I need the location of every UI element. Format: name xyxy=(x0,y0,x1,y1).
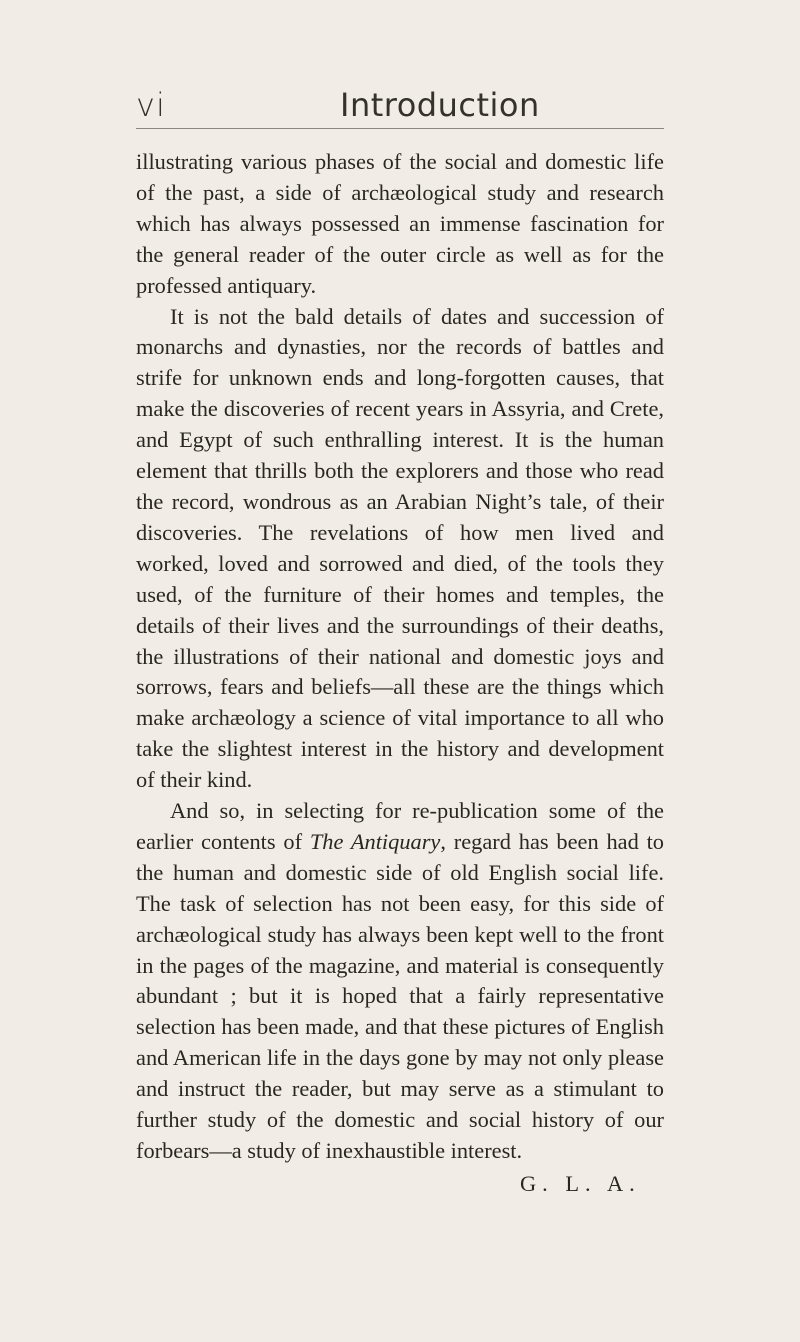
paragraph-3-rest: , regard has been had to the human and domestic side of old English social life. The task of selection has not been easy, for this side of archæological study has always been kept well to the front in the pages of the magazine, and material is consequently abundant ; but it is hoped that a fairly representative selection has been made, and that these pictures of English and American life in the days gone by may not only please and instruct the reader, but may serve as a stimulant to further study of the domestic and social history of our forbears—a study of inexhaustible interest. xyxy=(136,828,664,1163)
body-text xyxy=(136,147,664,1167)
page-header xyxy=(136,86,664,130)
page-number: vi xyxy=(136,86,166,124)
author-initials: G. L. A. xyxy=(520,1171,641,1196)
paragraph-3-start: And so, in selecting for re-publication some of the earlier contents of xyxy=(136,798,664,854)
magazine-title: The Antiquary xyxy=(309,828,441,854)
paragraph-3 xyxy=(136,796,664,1167)
paragraph-1: illustrating various phases of the social and domestic life of the past, a side of archæological study and research which has always possessed an immense fascination for the general reader of the outer circle as well as for the professed antiquary. xyxy=(136,149,664,298)
running-title: Introduction xyxy=(340,86,540,124)
header-rule xyxy=(136,128,664,129)
paragraph-2: It is not the bald details of dates and succession of monarchs and dynasties, nor the records of battles and strife for unknown ends and long-forgotten causes, that make the discoveries of recent years in Assyria, and Crete, and Egypt of such enthralling interest. It is the human element that thrills both the explorers and those who read the record, wondrous as an Arabian Night’s tale, of their discoveries. The revelations of how men lived and worked, loved and sorrowed and died, of the tools they used, of the furniture of their homes and temples, the details of their lives and the surroundings of their deaths, the illustrations of their national and domestic joys and sorrows, fears and beliefs—all these are the things which make archæology a science of vital importance to all who take the slightest interest in the history and development of their kind. xyxy=(136,303,664,793)
